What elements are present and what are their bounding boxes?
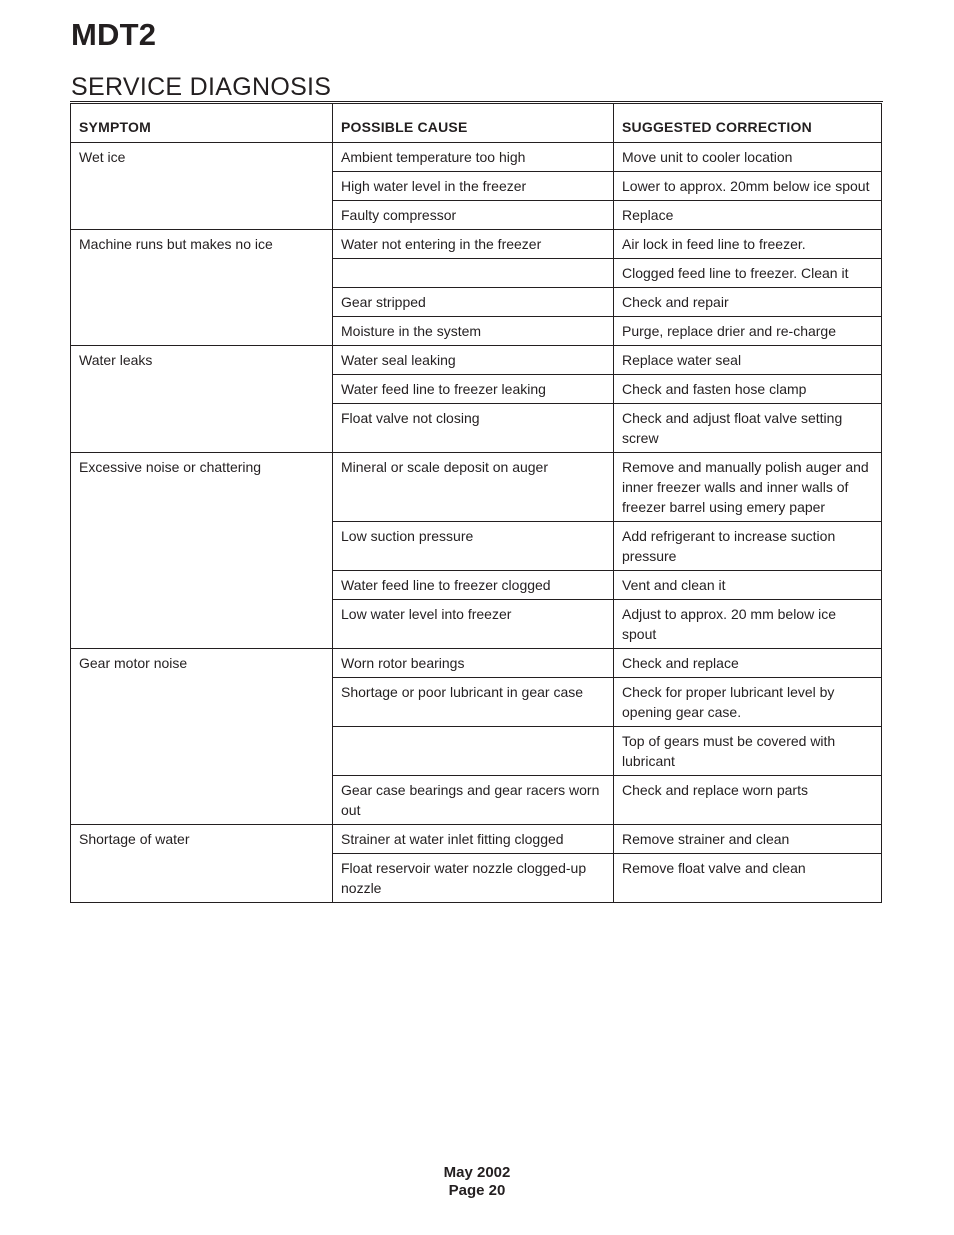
table-row	[71, 230, 882, 259]
cause-cell	[333, 727, 614, 776]
title-rule	[70, 101, 883, 102]
cause-cell: Ambient temperature too high	[333, 143, 614, 172]
cause-cell: Water seal leaking	[333, 346, 614, 375]
table-row	[71, 825, 882, 854]
cause-cell: Faulty compressor	[333, 201, 614, 230]
cause-cell: Shortage or poor lubricant in gear case	[333, 678, 614, 727]
section-title: SERVICE DIAGNOSIS	[71, 73, 332, 101]
cause-cell: Strainer at water inlet fitting clogged	[333, 825, 614, 854]
symptom-cell: Water leaks	[71, 346, 333, 453]
table-header	[71, 104, 882, 143]
header-possible-cause: POSSIBLE CAUSE	[333, 104, 614, 143]
correction-cell: Purge, replace drier and re-charge	[614, 317, 882, 346]
symptom-cell: Machine runs but makes no ice	[71, 230, 333, 346]
symptom-cell: Excessive noise or chattering	[71, 453, 333, 649]
cause-cell: Moisture in the system	[333, 317, 614, 346]
cause-cell: High water level in the freezer	[333, 172, 614, 201]
symptom-cell: Wet ice	[71, 143, 333, 230]
cause-cell: Water not entering in the freezer	[333, 230, 614, 259]
correction-cell: Adjust to approx. 20 mm below ice spout	[614, 600, 882, 649]
table-row	[71, 346, 882, 375]
correction-cell: Remove and manually polish auger and inner freezer walls and inner walls of freezer barrel using emery paper	[614, 453, 882, 522]
cause-cell: Float valve not closing	[333, 404, 614, 453]
cause-cell: Water feed line to freezer leaking	[333, 375, 614, 404]
correction-cell: Vent and clean it	[614, 571, 882, 600]
cause-cell: Low suction pressure	[333, 522, 614, 571]
correction-cell: Check and replace	[614, 649, 882, 678]
correction-cell: Remove float valve and clean	[614, 854, 882, 903]
correction-cell: Check for proper lubricant level by opening gear case.	[614, 678, 882, 727]
correction-cell: Top of gears must be covered with lubricant	[614, 727, 882, 776]
cause-cell: Gear case bearings and gear racers worn out	[333, 776, 614, 825]
correction-cell: Move unit to cooler location	[614, 143, 882, 172]
service-diagnosis-table	[70, 103, 882, 903]
table-body	[71, 143, 882, 903]
header-suggested-correction: SUGGESTED CORRECTION	[614, 104, 882, 143]
correction-cell: Check and replace worn parts	[614, 776, 882, 825]
correction-cell: Air lock in feed line to freezer.	[614, 230, 882, 259]
correction-cell: Check and adjust float valve setting screw	[614, 404, 882, 453]
correction-cell: Check and repair	[614, 288, 882, 317]
footer-date: May 2002	[443, 1164, 511, 1181]
correction-cell: Add refrigerant to increase suction pressure	[614, 522, 882, 571]
correction-cell: Replace	[614, 201, 882, 230]
table-row	[71, 453, 882, 522]
table-row	[71, 143, 882, 172]
symptom-cell: Gear motor noise	[71, 649, 333, 825]
model-title: MDT2	[71, 17, 157, 52]
cause-cell: Low water level into freezer	[333, 600, 614, 649]
cause-cell: Worn rotor bearings	[333, 649, 614, 678]
cause-cell: Gear stripped	[333, 288, 614, 317]
header-row	[71, 104, 882, 143]
symptom-cell: Shortage of water	[71, 825, 333, 903]
footer-page-number: Page 20	[448, 1182, 506, 1199]
table-row	[71, 649, 882, 678]
correction-cell: Replace water seal	[614, 346, 882, 375]
page-footer	[0, 1164, 954, 1200]
cause-cell: Mineral or scale deposit on auger	[333, 453, 614, 522]
cause-cell	[333, 259, 614, 288]
correction-cell: Check and fasten hose clamp	[614, 375, 882, 404]
correction-cell: Lower to approx. 20mm below ice spout	[614, 172, 882, 201]
correction-cell: Clogged feed line to freezer. Clean it	[614, 259, 882, 288]
cause-cell: Float reservoir water nozzle clogged-up nozzle	[333, 854, 614, 903]
header-symptom: SYMPTOM	[71, 104, 333, 143]
cause-cell: Water feed line to freezer clogged	[333, 571, 614, 600]
correction-cell: Remove strainer and clean	[614, 825, 882, 854]
